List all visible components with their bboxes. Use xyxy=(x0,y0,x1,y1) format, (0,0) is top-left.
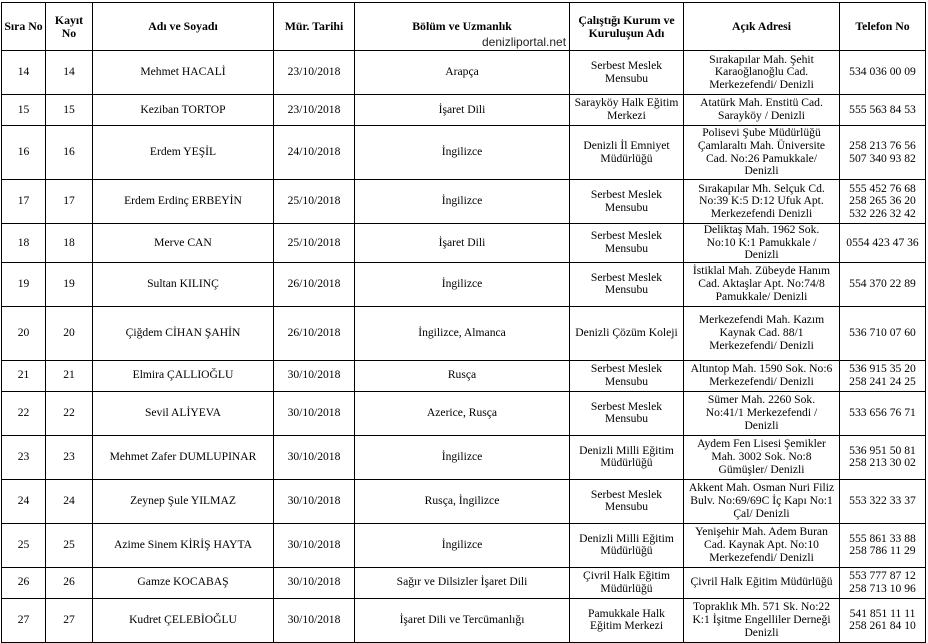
cell-kurum: Sarayköy Halk Eğitim Merkezi xyxy=(570,95,684,126)
cell-mur-tarihi: 26/10/2018 xyxy=(274,262,355,306)
cell-adres: Yenişehir Mah. Adem Buran Cad. Kaynak Apt. No:10 Merkezefendi/ Denizli xyxy=(684,523,840,567)
cell-adres: İstiklal Mah. Zübeyde Hanım Cad. Aktaşlar Apt. No:74/8 Pamukkale/ Denizli xyxy=(684,262,840,306)
header-adres: Açık Adresi xyxy=(684,3,840,51)
cell-telefon: 553 322 33 37 xyxy=(840,479,926,523)
cell-telefon: 555 563 84 53 xyxy=(840,95,926,126)
cell-kurum: Denizli Milli Eğitim Müdürlüğü xyxy=(570,435,684,479)
translators-table xyxy=(1,2,926,643)
cell-adres: Sırakapılar Mah. Şehit Karaoğlanoğlu Cad. Merkezefendi/ Denizli xyxy=(684,51,840,95)
cell-telefon: 536 710 07 60 xyxy=(840,306,926,360)
table-row xyxy=(2,262,926,306)
cell-sira-no: 18 xyxy=(2,224,46,263)
header-kayit-no: Kayıt No xyxy=(46,3,93,51)
cell-mur-tarihi: 23/10/2018 xyxy=(274,51,355,95)
cell-bolum: İşaret Dili xyxy=(355,95,570,126)
cell-kayit-no: 24 xyxy=(46,479,93,523)
cell-bolum: İşaret Dili xyxy=(355,224,570,263)
cell-ad-soyad: Keziban TORTOP xyxy=(93,95,274,126)
cell-mur-tarihi: 25/10/2018 xyxy=(274,180,355,224)
cell-mur-tarihi: 30/10/2018 xyxy=(274,360,355,391)
cell-bolum: İngilizce, Almanca xyxy=(355,306,570,360)
cell-ad-soyad: Zeynep Şule YILMAZ xyxy=(93,479,274,523)
cell-sira-no: 16 xyxy=(2,126,46,180)
cell-bolum: İngilizce xyxy=(355,180,570,224)
cell-kurum: Serbest Meslek Mensubu xyxy=(570,224,684,263)
cell-adres: Aydem Fen Lisesi Şemikler Mah. 3002 Sok. No:8 Gümüşler/ Denizli xyxy=(684,435,840,479)
cell-telefon: 555 861 33 88 258 786 11 29 xyxy=(840,523,926,567)
cell-kurum: Serbest Meslek Mensubu xyxy=(570,51,684,95)
cell-mur-tarihi: 30/10/2018 xyxy=(274,391,355,435)
table-row xyxy=(2,391,926,435)
cell-ad-soyad: Mehmet HACALİ xyxy=(93,51,274,95)
cell-mur-tarihi: 24/10/2018 xyxy=(274,126,355,180)
cell-bolum: İngilizce xyxy=(355,262,570,306)
cell-telefon: 536 951 50 81 258 213 30 02 xyxy=(840,435,926,479)
cell-adres: Deliktaş Mah. 1962 Sok. No:10 K:1 Pamukkale / Denizli xyxy=(684,224,840,263)
cell-kayit-no: 27 xyxy=(46,598,93,642)
cell-sira-no: 27 xyxy=(2,598,46,642)
cell-sira-no: 14 xyxy=(2,51,46,95)
cell-kurum: Serbest Meslek Mensubu xyxy=(570,262,684,306)
header-telefon: Telefon No xyxy=(840,3,926,51)
cell-mur-tarihi: 23/10/2018 xyxy=(274,95,355,126)
cell-bolum: Sağır ve Dilsizler İşaret Dili xyxy=(355,567,570,598)
header-mur-tarihi: Mür. Tarihi xyxy=(274,3,355,51)
cell-mur-tarihi: 30/10/2018 xyxy=(274,435,355,479)
cell-bolum: Azerice, Rusça xyxy=(355,391,570,435)
cell-bolum: İngilizce xyxy=(355,435,570,479)
cell-ad-soyad: Merve CAN xyxy=(93,224,274,263)
cell-ad-soyad: Sultan KILINÇ xyxy=(93,262,274,306)
cell-kayit-no: 26 xyxy=(46,567,93,598)
cell-mur-tarihi: 30/10/2018 xyxy=(274,479,355,523)
cell-sira-no: 26 xyxy=(2,567,46,598)
cell-kurum: Serbest Meslek Mensubu xyxy=(570,391,684,435)
table-row xyxy=(2,435,926,479)
cell-adres: Sümer Mah. 2260 Sok. No:41/1 Merkezefendi / Denizli xyxy=(684,391,840,435)
cell-mur-tarihi: 30/10/2018 xyxy=(274,598,355,642)
cell-ad-soyad: Azime Sinem KİRİŞ HAYTA xyxy=(93,523,274,567)
cell-kurum: Denizli İl Emniyet Müdürlüğü xyxy=(570,126,684,180)
cell-bolum: Rusça, İngilizce xyxy=(355,479,570,523)
cell-mur-tarihi: 30/10/2018 xyxy=(274,523,355,567)
cell-ad-soyad: Elmira ÇALLIOĞLU xyxy=(93,360,274,391)
cell-ad-soyad: Mehmet Zafer DUMLUPINAR xyxy=(93,435,274,479)
cell-kayit-no: 22 xyxy=(46,391,93,435)
cell-telefon: 553 777 87 12 258 713 10 96 xyxy=(840,567,926,598)
cell-sira-no: 23 xyxy=(2,435,46,479)
cell-kayit-no: 19 xyxy=(46,262,93,306)
watermark: denizliportal.net xyxy=(482,35,567,49)
cell-sira-no: 24 xyxy=(2,479,46,523)
cell-telefon: 533 656 76 71 xyxy=(840,391,926,435)
table-row xyxy=(2,95,926,126)
cell-ad-soyad: Kudret ÇELEBİOĞLU xyxy=(93,598,274,642)
cell-telefon: 258 213 76 56 507 340 93 82 xyxy=(840,126,926,180)
table-row xyxy=(2,523,926,567)
table-row xyxy=(2,224,926,263)
cell-adres: Akkent Mah. Osman Nuri Filiz Bulv. No:69/69C İç Kapı No:1 Çal/ Denizli xyxy=(684,479,840,523)
cell-mur-tarihi: 26/10/2018 xyxy=(274,306,355,360)
cell-telefon: 554 370 22 89 xyxy=(840,262,926,306)
cell-telefon: 534 036 00 09 xyxy=(840,51,926,95)
cell-adres: Sırakapılar Mh. Selçuk Cd. No:39 K:5 D:12 Ufuk Apt. Merkezefendi Denizli xyxy=(684,180,840,224)
cell-bolum: Rusça xyxy=(355,360,570,391)
cell-adres: Çivril Halk Eğitim Müdürlüğü xyxy=(684,567,840,598)
cell-adres: Topraklık Mh. 571 Sk. No:22 K:1 İşitme Engelliler Derneği Denizli xyxy=(684,598,840,642)
cell-sira-no: 22 xyxy=(2,391,46,435)
cell-ad-soyad: Erdem Erdinç ERBEYİN xyxy=(93,180,274,224)
cell-sira-no: 15 xyxy=(2,95,46,126)
cell-kurum: Çivril Halk Eğitim Müdürlüğü xyxy=(570,567,684,598)
table-row xyxy=(2,479,926,523)
cell-sira-no: 25 xyxy=(2,523,46,567)
cell-sira-no: 20 xyxy=(2,306,46,360)
header-bolum: Bölüm ve Uzmanlık xyxy=(355,3,570,51)
cell-kayit-no: 20 xyxy=(46,306,93,360)
table-row xyxy=(2,598,926,642)
cell-bolum: İngilizce xyxy=(355,126,570,180)
cell-kayit-no: 14 xyxy=(46,51,93,95)
cell-kurum: Serbest Meslek Mensubu xyxy=(570,360,684,391)
cell-bolum: Arapça xyxy=(355,51,570,95)
cell-kurum: Serbest Meslek Mensubu xyxy=(570,180,684,224)
table-row xyxy=(2,51,926,95)
cell-kurum: Pamukkale Halk Eğitim Merkezi xyxy=(570,598,684,642)
table-row xyxy=(2,180,926,224)
table-row xyxy=(2,567,926,598)
cell-bolum: İşaret Dili ve Tercümanlığı xyxy=(355,598,570,642)
cell-kurum: Serbest Meslek Mensubu xyxy=(570,479,684,523)
cell-ad-soyad: Gamze KOCABAŞ xyxy=(93,567,274,598)
cell-kayit-no: 18 xyxy=(46,224,93,263)
table-row xyxy=(2,126,926,180)
cell-bolum: İngilizce xyxy=(355,523,570,567)
cell-adres: Altıntop Mah. 1590 Sok. No:6 Merkezefendi/ Denizli xyxy=(684,360,840,391)
cell-telefon: 555 452 76 68 258 265 36 20 532 226 32 42 xyxy=(840,180,926,224)
cell-kayit-no: 21 xyxy=(46,360,93,391)
cell-kurum: Denizli Çözüm Koleji xyxy=(570,306,684,360)
header-kurum: Çalıştığı Kurum ve Kuruluşun Adı xyxy=(570,3,684,51)
cell-adres: Atatürk Mah. Enstitü Cad. Sarayköy / Denizli xyxy=(684,95,840,126)
cell-mur-tarihi: 30/10/2018 xyxy=(274,567,355,598)
table-header-row xyxy=(2,3,926,51)
cell-sira-no: 21 xyxy=(2,360,46,391)
cell-sira-no: 17 xyxy=(2,180,46,224)
cell-adres: Polisevi Şube Müdürlüğü Çamlaraltı Mah. Üniversite Cad. No:26 Pamukkale/ Denizli xyxy=(684,126,840,180)
cell-ad-soyad: Sevil ALİYEVA xyxy=(93,391,274,435)
cell-adres: Merkezefendi Mah. Kazım Kaynak Cad. 88/1 Merkezefendi/ Denizli xyxy=(684,306,840,360)
cell-kayit-no: 15 xyxy=(46,95,93,126)
cell-kayit-no: 23 xyxy=(46,435,93,479)
cell-mur-tarihi: 25/10/2018 xyxy=(274,224,355,263)
cell-kayit-no: 17 xyxy=(46,180,93,224)
cell-telefon: 536 915 35 20 258 241 24 25 xyxy=(840,360,926,391)
header-ad-soyad: Adı ve Soyadı xyxy=(93,3,274,51)
table-row xyxy=(2,306,926,360)
cell-kayit-no: 16 xyxy=(46,126,93,180)
cell-sira-no: 19 xyxy=(2,262,46,306)
cell-ad-soyad: Çiğdem CİHAN ŞAHİN xyxy=(93,306,274,360)
header-sira-no: Sıra No xyxy=(2,3,46,51)
cell-ad-soyad: Erdem YEŞİL xyxy=(93,126,274,180)
cell-telefon: 0554 423 47 36 xyxy=(840,224,926,263)
cell-kayit-no: 25 xyxy=(46,523,93,567)
cell-kurum: Denizli Milli Eğitim Müdürlüğü xyxy=(570,523,684,567)
table-row xyxy=(2,360,926,391)
cell-telefon: 541 851 11 11 258 261 84 10 xyxy=(840,598,926,642)
